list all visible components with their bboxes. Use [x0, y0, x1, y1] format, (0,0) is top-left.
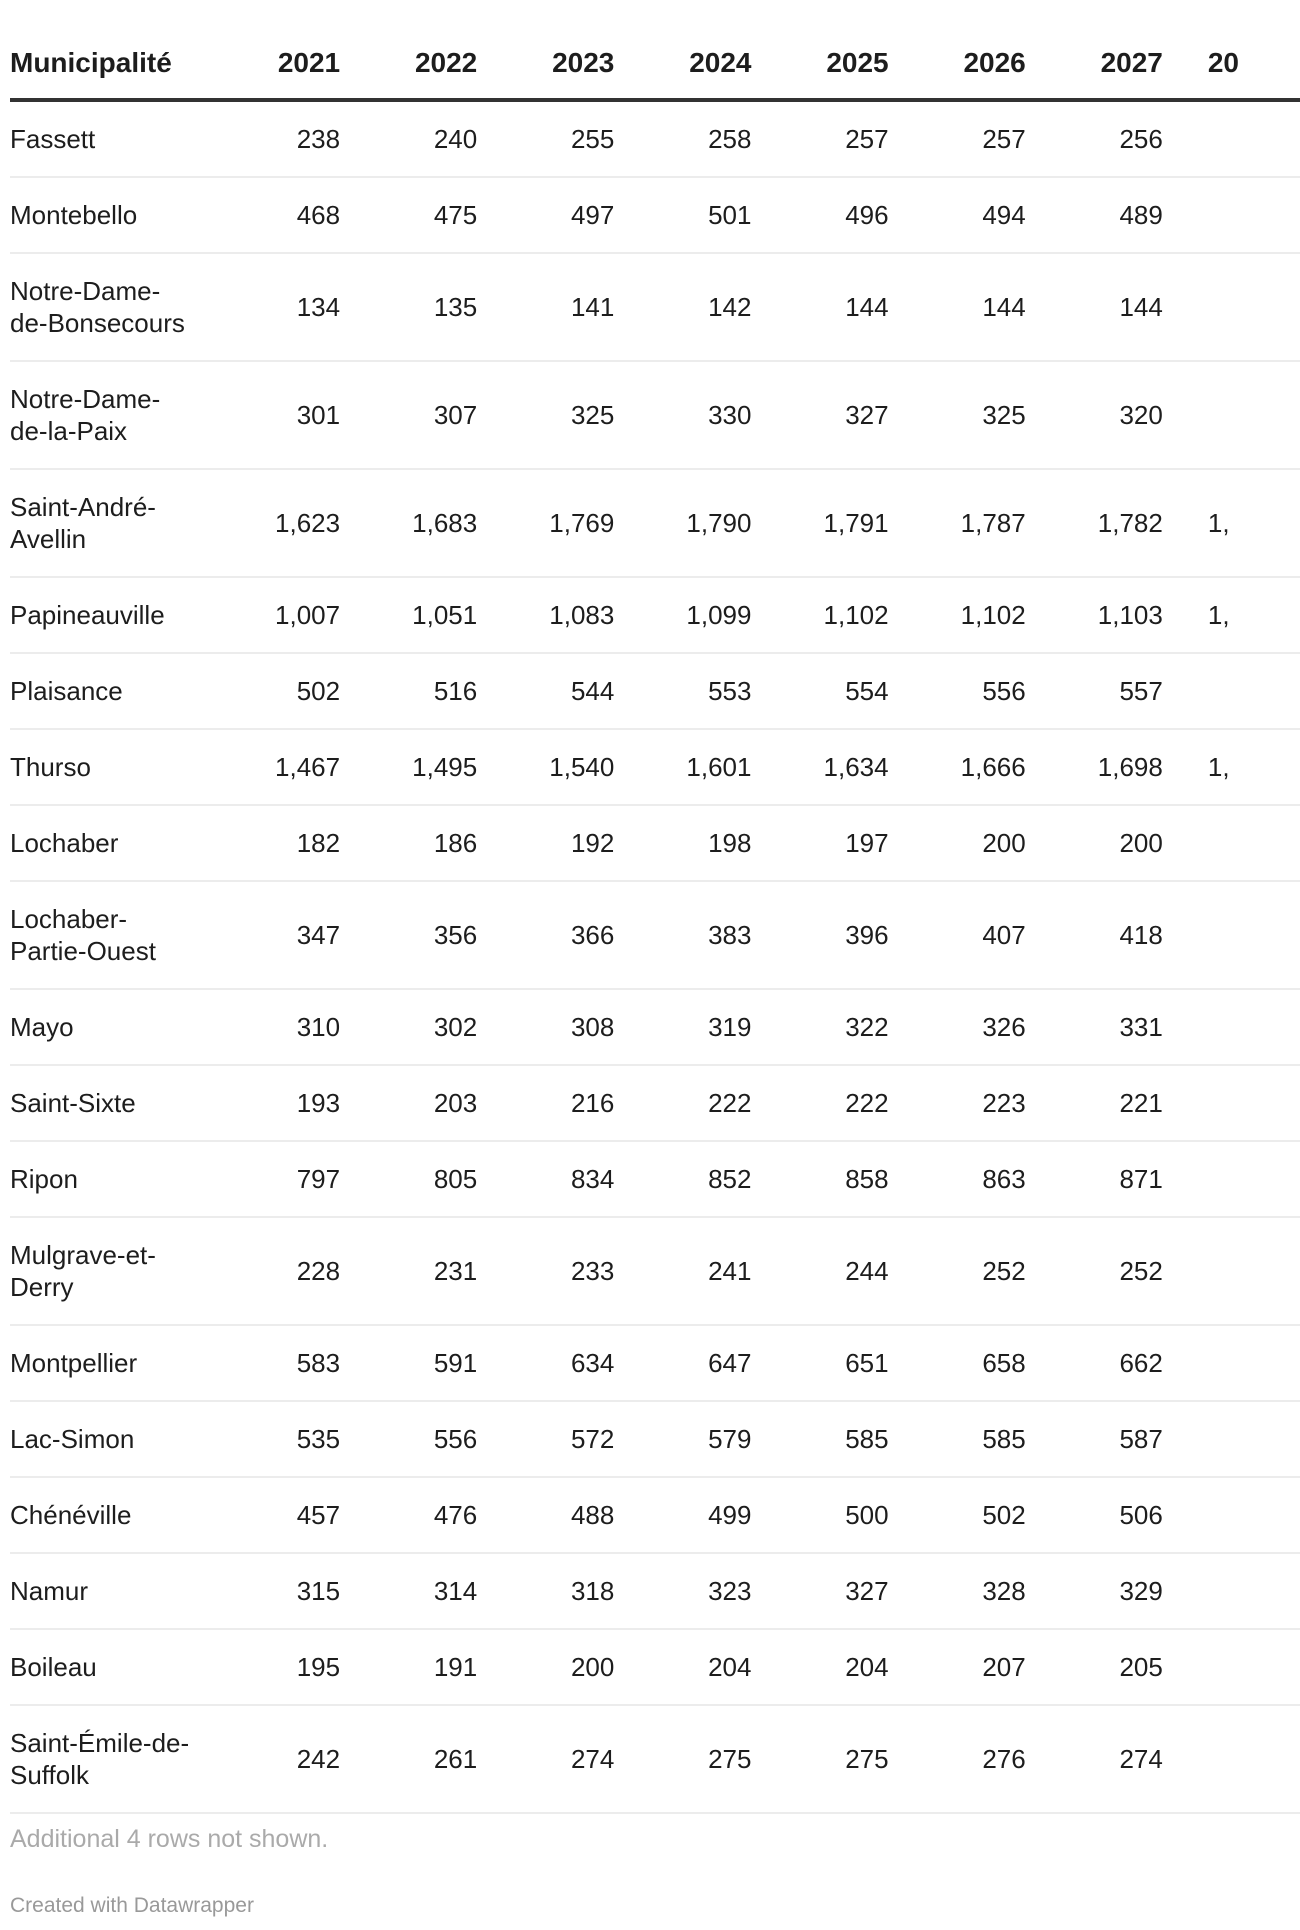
population-value: 476: [340, 1477, 477, 1553]
population-value: 591: [340, 1325, 477, 1401]
table-row: [10, 881, 1300, 989]
population-value: 494: [889, 177, 1026, 253]
municipality-name: Notre-Dame-de-Bonsecours: [10, 253, 203, 361]
municipality-name: Boileau: [10, 1629, 203, 1705]
municipality-name: Lochaber: [10, 805, 203, 881]
population-value: 587: [1026, 1401, 1163, 1477]
population-value: 257: [751, 100, 888, 177]
population-value: 207: [889, 1629, 1026, 1705]
population-value: 144: [1026, 253, 1163, 361]
population-value: 310: [203, 989, 340, 1065]
population-value: 258: [614, 100, 751, 177]
population-value: 457: [203, 1477, 340, 1553]
population-value: 191: [340, 1629, 477, 1705]
data-table: [10, 28, 1300, 1814]
population-value: 244: [751, 1217, 888, 1325]
population-value: 222: [751, 1065, 888, 1141]
table-row: [10, 1141, 1300, 1217]
table-row: [10, 653, 1300, 729]
population-value: 195: [203, 1629, 340, 1705]
population-value: 1,103: [1026, 577, 1163, 653]
population-value: 274: [1026, 1705, 1163, 1813]
population-value: 274: [477, 1705, 614, 1813]
population-value: 193: [203, 1065, 340, 1141]
population-value: 383: [614, 881, 751, 989]
population-value: 1,787: [889, 469, 1026, 577]
population-value: 634: [477, 1325, 614, 1401]
population-value: 308: [477, 989, 614, 1065]
population-value: 1,623: [203, 469, 340, 577]
municipality-name: Notre-Dame-de-la-Paix: [10, 361, 203, 469]
population-value: 1,099: [614, 577, 751, 653]
population-value: [1163, 1065, 1300, 1141]
population-value: 238: [203, 100, 340, 177]
population-value: [1163, 100, 1300, 177]
population-value: 1,: [1163, 729, 1300, 805]
population-value: 1,683: [340, 469, 477, 577]
population-value: 233: [477, 1217, 614, 1325]
population-value: 488: [477, 1477, 614, 1553]
population-value: [1163, 881, 1300, 989]
column-header-year[interactable]: 2022: [340, 28, 477, 100]
municipality-name: Saint-Émile-de-Suffolk: [10, 1705, 203, 1813]
table-row: [10, 253, 1300, 361]
population-value: [1163, 1477, 1300, 1553]
table-row: [10, 100, 1300, 177]
population-value: 192: [477, 805, 614, 881]
population-value: 585: [889, 1401, 1026, 1477]
population-value: 544: [477, 653, 614, 729]
population-value: 257: [889, 100, 1026, 177]
column-header-year[interactable]: 2024: [614, 28, 751, 100]
population-value: 323: [614, 1553, 751, 1629]
table-row: [10, 1629, 1300, 1705]
municipality-name: Saint-Sixte: [10, 1065, 203, 1141]
column-header-municipality[interactable]: Municipalité: [10, 28, 203, 100]
population-value: 499: [614, 1477, 751, 1553]
population-value: 468: [203, 177, 340, 253]
table-row: [10, 805, 1300, 881]
population-value: 797: [203, 1141, 340, 1217]
population-value: 1,601: [614, 729, 751, 805]
population-value: 858: [751, 1141, 888, 1217]
table-row: [10, 1705, 1300, 1813]
population-value: 252: [889, 1217, 1026, 1325]
population-value: 1,495: [340, 729, 477, 805]
population-value: 834: [477, 1141, 614, 1217]
population-value: 535: [203, 1401, 340, 1477]
column-header-year[interactable]: 20: [1163, 28, 1300, 100]
population-value: 141: [477, 253, 614, 361]
population-value: 204: [751, 1629, 888, 1705]
column-header-year[interactable]: 2021: [203, 28, 340, 100]
population-value: 275: [751, 1705, 888, 1813]
municipality-name: Namur: [10, 1553, 203, 1629]
population-value: [1163, 1705, 1300, 1813]
population-value: 418: [1026, 881, 1163, 989]
population-value: 500: [751, 1477, 888, 1553]
population-value: 256: [1026, 100, 1163, 177]
population-value: 1,769: [477, 469, 614, 577]
population-value: 186: [340, 805, 477, 881]
table-row: [10, 577, 1300, 653]
population-value: 347: [203, 881, 340, 989]
population-value: 216: [477, 1065, 614, 1141]
population-value: 198: [614, 805, 751, 881]
population-value: 871: [1026, 1141, 1163, 1217]
population-value: 307: [340, 361, 477, 469]
municipality-name: Lac-Simon: [10, 1401, 203, 1477]
population-value: 1,102: [751, 577, 888, 653]
population-value: 396: [751, 881, 888, 989]
population-value: 557: [1026, 653, 1163, 729]
population-value: 863: [889, 1141, 1026, 1217]
population-value: 1,634: [751, 729, 888, 805]
municipality-name: Mulgrave-et-Derry: [10, 1217, 203, 1325]
population-value: 276: [889, 1705, 1026, 1813]
municipality-name: Montpellier: [10, 1325, 203, 1401]
population-value: 506: [1026, 1477, 1163, 1553]
table-row: [10, 177, 1300, 253]
population-value: 1,: [1163, 577, 1300, 653]
population-value: 1,540: [477, 729, 614, 805]
population-value: 366: [477, 881, 614, 989]
population-value: 144: [751, 253, 888, 361]
population-value: 318: [477, 1553, 614, 1629]
population-value: 142: [614, 253, 751, 361]
population-value: 572: [477, 1401, 614, 1477]
population-value: 204: [614, 1629, 751, 1705]
population-value: [1163, 1325, 1300, 1401]
municipality-name: Fassett: [10, 100, 203, 177]
table-row: [10, 729, 1300, 805]
population-value: 241: [614, 1217, 751, 1325]
population-value: 1,698: [1026, 729, 1163, 805]
population-value: [1163, 1629, 1300, 1705]
population-value: 489: [1026, 177, 1163, 253]
population-value: 200: [477, 1629, 614, 1705]
population-value: 314: [340, 1553, 477, 1629]
population-value: 222: [614, 1065, 751, 1141]
population-value: [1163, 177, 1300, 253]
population-value: 231: [340, 1217, 477, 1325]
municipality-name: Ripon: [10, 1141, 203, 1217]
column-header-year[interactable]: 2025: [751, 28, 888, 100]
population-value: 327: [751, 361, 888, 469]
population-value: 583: [203, 1325, 340, 1401]
population-value: 255: [477, 100, 614, 177]
population-value: 553: [614, 653, 751, 729]
population-value: 579: [614, 1401, 751, 1477]
population-value: 200: [1026, 805, 1163, 881]
population-value: 135: [340, 253, 477, 361]
population-value: [1163, 653, 1300, 729]
rows-hidden-note: Additional 4 rows not shown.: [10, 1825, 329, 1853]
population-value: 647: [614, 1325, 751, 1401]
population-value: 329: [1026, 1553, 1163, 1629]
population-value: 502: [889, 1477, 1026, 1553]
population-value: 200: [889, 805, 1026, 881]
population-value: 1,102: [889, 577, 1026, 653]
table-row: [10, 1401, 1300, 1477]
population-value: [1163, 989, 1300, 1065]
table-row: [10, 1065, 1300, 1141]
population-value: [1163, 361, 1300, 469]
population-value: 497: [477, 177, 614, 253]
population-value: 1,666: [889, 729, 1026, 805]
population-value: 556: [889, 653, 1026, 729]
population-value: 275: [614, 1705, 751, 1813]
population-value: 554: [751, 653, 888, 729]
column-header-year[interactable]: 2023: [477, 28, 614, 100]
population-value: 326: [889, 989, 1026, 1065]
population-value: 331: [1026, 989, 1163, 1065]
municipality-name: Montebello: [10, 177, 203, 253]
population-value: 242: [203, 1705, 340, 1813]
population-value: 302: [340, 989, 477, 1065]
population-value: 556: [340, 1401, 477, 1477]
population-value: 223: [889, 1065, 1026, 1141]
population-value: 662: [1026, 1325, 1163, 1401]
population-value: 658: [889, 1325, 1026, 1401]
population-value: 320: [1026, 361, 1163, 469]
table-row: [10, 361, 1300, 469]
table-row: [10, 989, 1300, 1065]
population-value: [1163, 253, 1300, 361]
column-header-year[interactable]: 2026: [889, 28, 1026, 100]
population-value: 182: [203, 805, 340, 881]
population-value: 330: [614, 361, 751, 469]
table-row: [10, 1217, 1300, 1325]
population-value: 327: [751, 1553, 888, 1629]
table-row: [10, 1325, 1300, 1401]
population-value: 1,: [1163, 469, 1300, 577]
population-value: 496: [751, 177, 888, 253]
population-value: 221: [1026, 1065, 1163, 1141]
table-row: [10, 1477, 1300, 1553]
population-value: 407: [889, 881, 1026, 989]
header-row: [10, 28, 1300, 100]
population-value: 356: [340, 881, 477, 989]
population-value: 240: [340, 100, 477, 177]
population-value: 203: [340, 1065, 477, 1141]
population-value: 325: [477, 361, 614, 469]
population-value: 475: [340, 177, 477, 253]
population-value: 228: [203, 1217, 340, 1325]
table-container: [10, 28, 1240, 1814]
population-value: 516: [340, 653, 477, 729]
population-value: 1,051: [340, 577, 477, 653]
municipality-name: Chénéville: [10, 1477, 203, 1553]
table-row: [10, 1553, 1300, 1629]
population-value: 1,791: [751, 469, 888, 577]
population-value: 502: [203, 653, 340, 729]
population-value: 325: [889, 361, 1026, 469]
population-value: 197: [751, 805, 888, 881]
population-value: 1,007: [203, 577, 340, 653]
population-value: 261: [340, 1705, 477, 1813]
population-value: 1,467: [203, 729, 340, 805]
population-value: 501: [614, 177, 751, 253]
population-value: 1,083: [477, 577, 614, 653]
municipality-name: Thurso: [10, 729, 203, 805]
population-value: 651: [751, 1325, 888, 1401]
municipality-name: Papineauville: [10, 577, 203, 653]
population-value: 805: [340, 1141, 477, 1217]
table-row: [10, 469, 1300, 577]
population-value: 252: [1026, 1217, 1163, 1325]
municipality-name: Plaisance: [10, 653, 203, 729]
population-value: 205: [1026, 1629, 1163, 1705]
column-header-year[interactable]: 2027: [1026, 28, 1163, 100]
credit-text: Created with Datawrapper: [10, 1894, 254, 1917]
municipality-name: Saint-André-Avellin: [10, 469, 203, 577]
population-value: 1,782: [1026, 469, 1163, 577]
population-value: 585: [751, 1401, 888, 1477]
population-value: [1163, 1141, 1300, 1217]
population-value: [1163, 1553, 1300, 1629]
population-value: 301: [203, 361, 340, 469]
population-value: 319: [614, 989, 751, 1065]
municipality-name: Lochaber-Partie-Ouest: [10, 881, 203, 989]
population-value: 144: [889, 253, 1026, 361]
population-value: 134: [203, 253, 340, 361]
population-value: 1,790: [614, 469, 751, 577]
population-value: 852: [614, 1141, 751, 1217]
municipality-name: Mayo: [10, 989, 203, 1065]
population-value: [1163, 805, 1300, 881]
population-value: 328: [889, 1553, 1026, 1629]
population-value: 315: [203, 1553, 340, 1629]
population-value: [1163, 1401, 1300, 1477]
population-value: [1163, 1217, 1300, 1325]
population-value: 322: [751, 989, 888, 1065]
